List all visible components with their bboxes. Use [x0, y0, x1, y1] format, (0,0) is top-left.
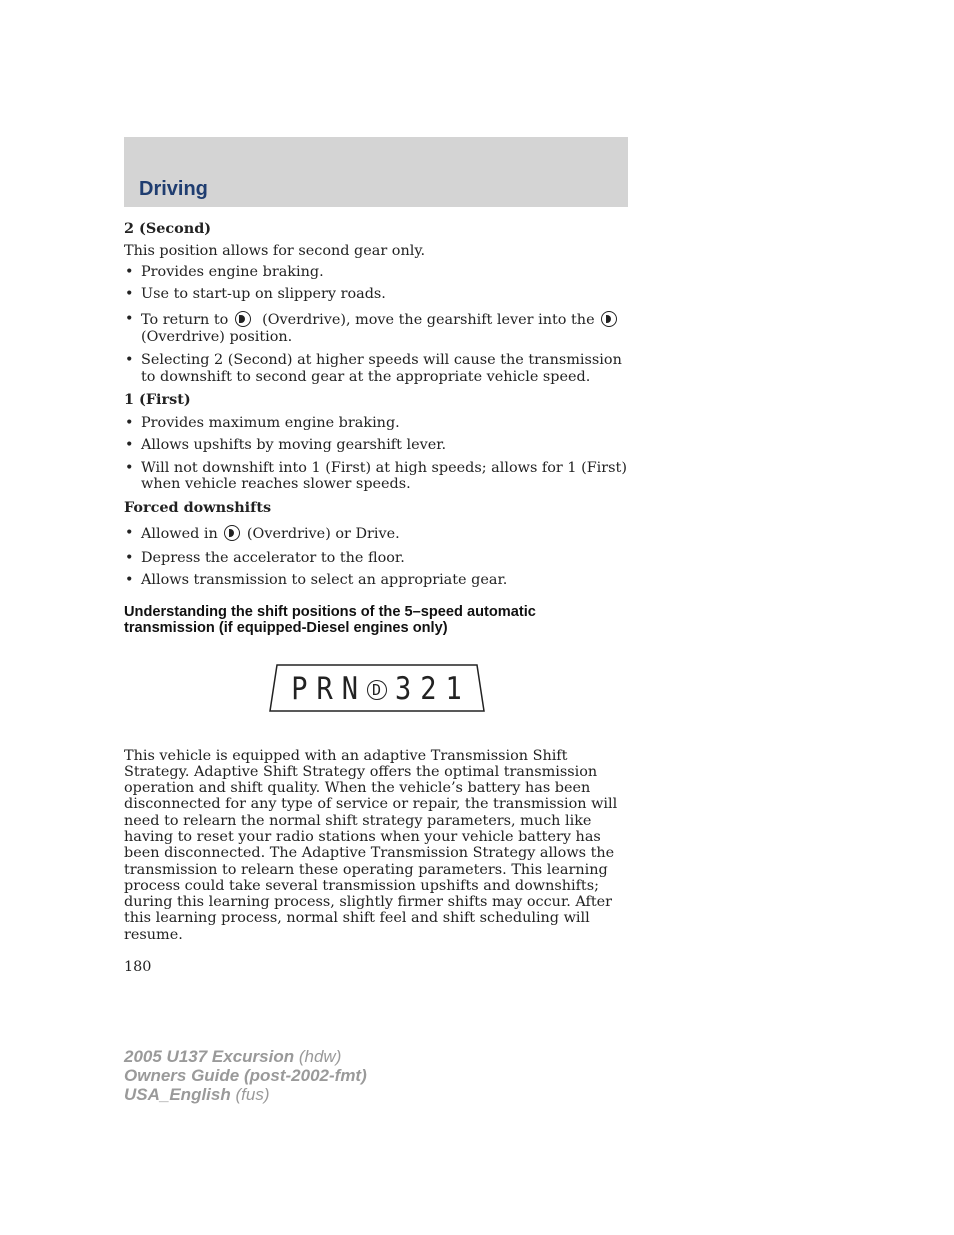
first-list — [124, 415, 630, 493]
body-paragraph: This vehicle is equipped with an adaptive Transmission Shift Strategy. Adaptive Shift Strategy offers the optimal transmission operation and shift quality. When the vehicle’s battery has been disconnected for any type of service or repair, the transmission will need to relearn the normal shift strategy parameters, much like having to reset your radio stations when your vehicle battery has been disconnected. The Adaptive Transmission Strategy allows the transmission to relearn these operating parameters. This learning process could take several transmission upshifts and downshifts; during this learning process, slightly firmer shifts may occur. After this learning process, normal shift feel and shift scheduling will resume. — [124, 747, 618, 943]
gear-d-circled: D — [367, 679, 387, 699]
list-item: • Selecting 2 (Second) at higher speeds will cause the transmission to downshift to second gear at the appropriate vehicle speed. — [125, 352, 622, 385]
second-intro: This position allows for second gear only. — [124, 242, 426, 259]
footer-line-1: 2005 U137 Excursion (hdw) — [124, 1047, 342, 1066]
list-item: • Provides engine braking. — [125, 264, 324, 280]
list-item: • Allowed in (Overdrive) or Drive. — [125, 525, 400, 542]
list-item: • Provides maximum engine braking. — [125, 414, 400, 431]
gear-3: 3 — [395, 670, 413, 707]
footer-line-3: USA_English (fus) — [124, 1085, 270, 1104]
list-item: • Allows transmission to select an appropriate gear. — [125, 572, 508, 588]
document-footer — [124, 1047, 367, 1104]
list-item: • To return to (Overdrive), move the gearshift lever into the (Overdrive) position. — [124, 311, 630, 345]
overdrive-icon — [224, 525, 240, 541]
list-item: • Will not downshift into 1 (First) at high speeds; allows for 1 (First) when vehicle reaches slower speeds. — [125, 459, 627, 492]
heading-first: 1 (First) — [124, 391, 191, 408]
page-content — [124, 221, 630, 976]
forced-list — [124, 525, 630, 589]
gear-p: P — [291, 670, 309, 707]
list-item: • Use to start-up on slippery roads. — [125, 285, 386, 302]
section-header — [124, 137, 628, 207]
gear-indicator — [268, 664, 486, 716]
page-number: 180 — [124, 959, 152, 976]
heading-second: 2 (Second) — [124, 220, 212, 237]
heading-forced: Forced downshifts — [124, 498, 272, 516]
gear-r: R — [316, 670, 334, 707]
gear-n: N — [341, 670, 359, 707]
overdrive-icon — [601, 311, 617, 327]
list-item: • Depress the accelerator to the floor. — [125, 549, 405, 566]
footer-line-2: Owners Guide (post-2002-fmt) — [124, 1066, 367, 1085]
gear-indicator-letters — [268, 660, 486, 720]
overdrive-icon — [235, 311, 251, 327]
section-title: Driving — [139, 178, 208, 200]
gear-2: 2 — [420, 670, 438, 707]
heading-understanding: Understanding the shift positions of the 5–speed automatic transmission (if equipped-Diesel engines only) — [124, 603, 536, 636]
gear-1: 1 — [445, 670, 463, 707]
second-list — [124, 264, 630, 385]
list-item: • Allows upshifts by moving gearshift lever. — [125, 437, 447, 453]
